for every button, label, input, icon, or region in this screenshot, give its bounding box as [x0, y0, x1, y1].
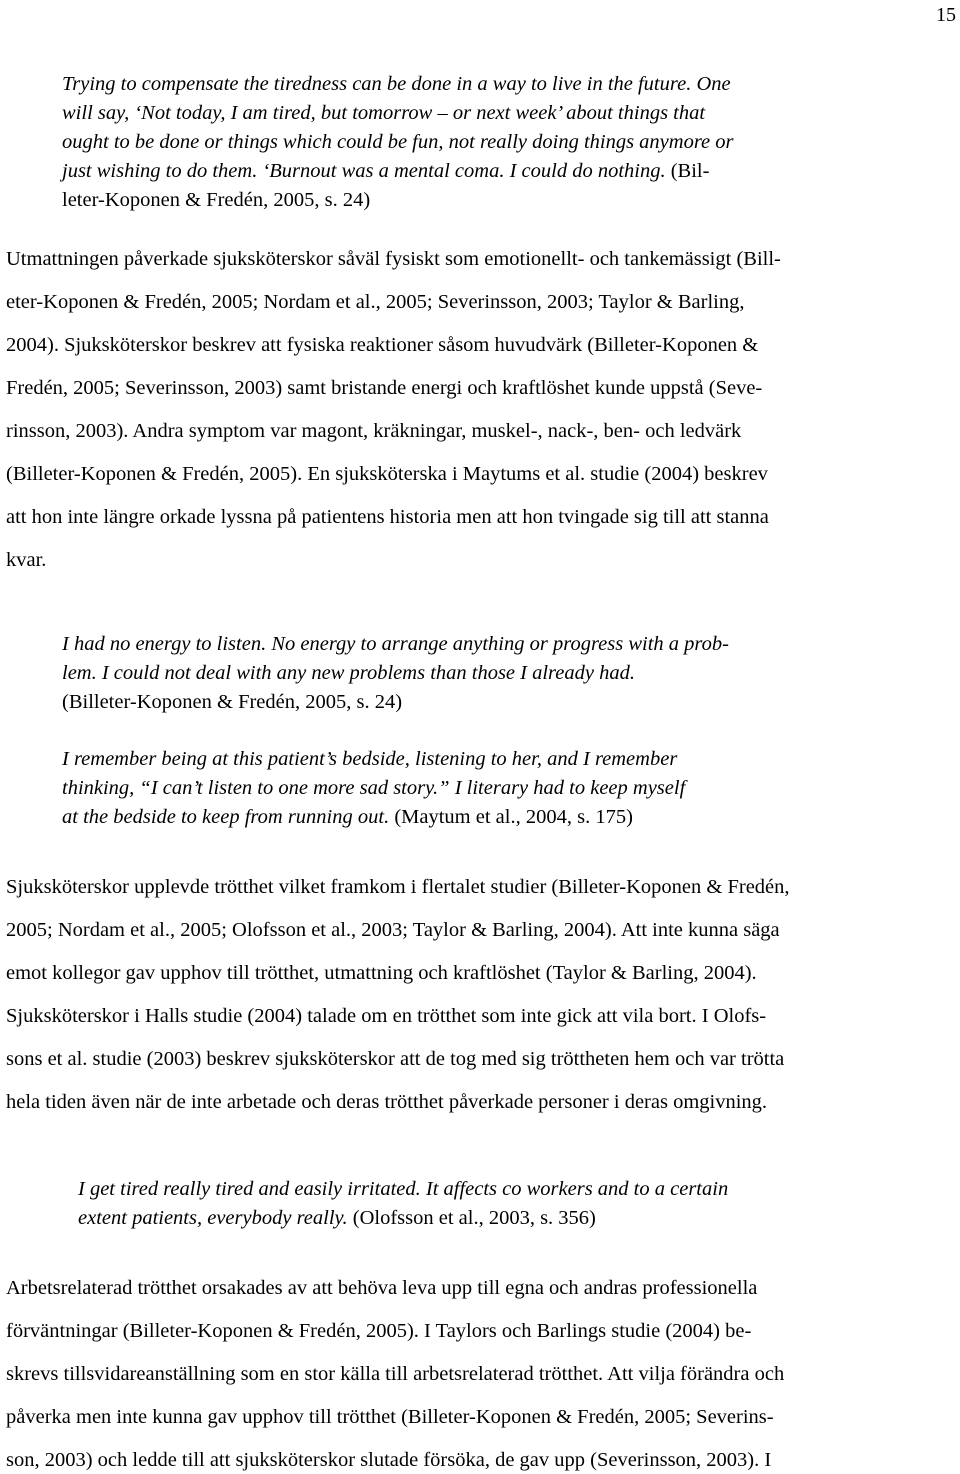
page-number: 15 [936, 4, 956, 26]
text-line: Sjuksköterskor i Halls studie (2004) talade om en trötthet som inte gick att vila bort. I Olofs- [6, 1005, 767, 1027]
text-line: rinsson, 2003). Andra symptom var magont, kräkningar, muskel-, nack-, ben- och ledvärk [6, 420, 742, 442]
quote-line: I get tired really tired and easily irritated. It affects co workers and to a certain [78, 1178, 729, 1200]
text-line: förväntningar (Billeter-Koponen & Fredén, 2005). I Taylors och Barlings studie (2004) be- [6, 1320, 752, 1342]
text-line: 2005; Nordam et al., 2005; Olofsson et al., 2003; Taylor & Barling, 2004). Att inte kunna säga [6, 919, 780, 941]
quote-line: ought to be done or things which could be fun, not really doing things anymore or [62, 131, 734, 153]
quote-line: Trying to compensate the tiredness can be done in a way to live in the future. One [62, 73, 731, 95]
text-line: emot kollegor gav upphov till trötthet, utmattning och kraftlöshet (Taylor & Barling, 2004). [6, 962, 757, 984]
text-line: skrevs tillsvidareanställning som en stor källa till arbetsrelaterad trötthet. Att vilja förändra och [6, 1363, 785, 1385]
text-line: (Billeter-Koponen & Fredén, 2005). En sjuksköterska i Maytums et al. studie (2004) beskrev [6, 463, 768, 485]
quote-line: thinking, “I can’t listen to one more sad story.” I literary had to keep myself [62, 777, 686, 799]
text-line: son, 2003) och ledde till att sjuksköterskor slutade försöka, de gav upp (Severinsson, 2003). I [6, 1449, 772, 1471]
quote-line: will say, ‘Not today, I am tired, but tomorrow – or next week’ about things that [62, 102, 706, 124]
text-line: 2004). Sjuksköterskor beskrev att fysiska reaktioner såsom huvudvärk (Billeter-Koponen & [6, 334, 759, 356]
text-line: sons et al. studie (2003) beskrev sjuksköterskor att de tog med sig tröttheten hem och var trötta [6, 1048, 785, 1070]
text-line: att hon inte längre orkade lyssna på patientens historia men att hon tvingade sig till att stanna [6, 506, 769, 528]
quote-line: I remember being at this patient’s bedside, listening to her, and I remember [62, 748, 678, 770]
text-line: kvar. [6, 549, 47, 571]
quote-line: (Billeter-Koponen & Fredén, 2005, s. 24) [62, 691, 403, 713]
text-line: hela tiden även när de inte arbetade och deras trötthet påverkade personer i deras omgivning. [6, 1091, 768, 1113]
text-line: Sjuksköterskor upplevde trötthet vilket framkom i flertalet studier (Billeter-Koponen & Fredén, [6, 876, 790, 898]
text-line: eter-Koponen & Fredén, 2005; Nordam et al., 2005; Severinsson, 2003; Taylor & Barling, [6, 291, 745, 313]
quote-line: extent patients, everybody really. (Olofsson et al., 2003, s. 356) [78, 1207, 596, 1229]
text-line: Utmattningen påverkade sjuksköterskor såväl fysiskt som emotionellt- och tankemässigt (Bill- [6, 248, 781, 270]
quote-line: I had no energy to listen. No energy to arrange anything or progress with a prob- [62, 633, 729, 655]
quote-line: leter-Koponen & Fredén, 2005, s. 24) [62, 189, 371, 211]
text-line: Fredén, 2005; Severinsson, 2003) samt bristande energi och kraftlöshet kunde uppstå (Seve- [6, 377, 763, 399]
quote-line: just wishing to do them. ‘Burnout was a mental coma. I could do nothing. (Bil- [62, 160, 710, 182]
text-line: påverka men inte kunna gav upphov till trötthet (Billeter-Koponen & Fredén, 2005; Severins- [6, 1406, 774, 1428]
quote-line: lem. I could not deal with any new problems than those I already had. [62, 662, 635, 684]
quote-line: at the bedside to keep from running out. (Maytum et al., 2004, s. 175) [62, 806, 633, 828]
text-line: Arbetsrelaterad trötthet orsakades av att behöva leva upp till egna och andras professionella [6, 1277, 758, 1299]
